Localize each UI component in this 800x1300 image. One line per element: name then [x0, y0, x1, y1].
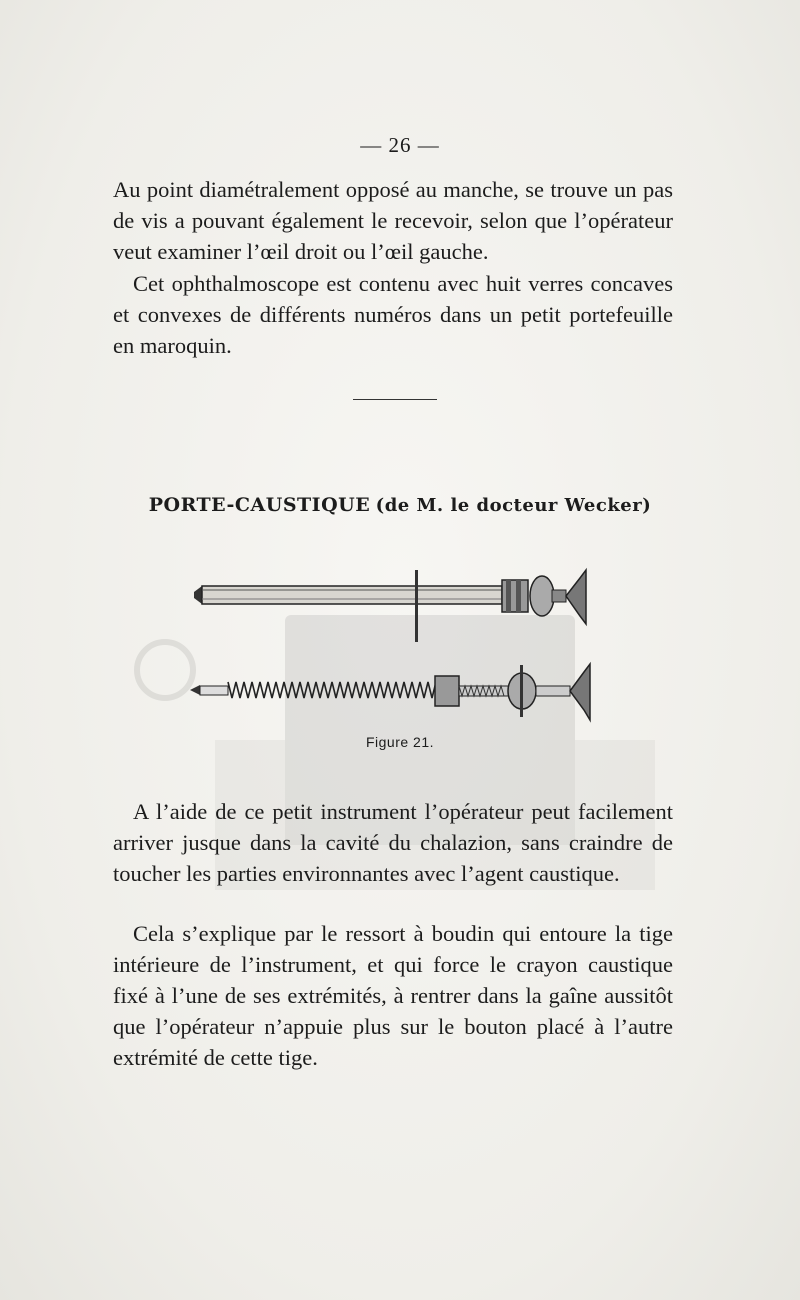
paragraph-text: Cela s’explique par le ressort à boudin qui entoure la tige intérieure de l’instrument, et qui force le crayon caustique fixé à l’une de ses extrémités, à rentrer dans la gaîne aussitôt que l’opérateur n’appuie plus sur le bouton placé à l’autre extrémité de cette tige. — [113, 921, 673, 1070]
paragraph-text: Au point diamétralement opposé au manche, se trouve un pas de vis a pouvant également le recevoir, selon que l’opérateur veut examiner l’œil droit ou l’œil gauche. — [113, 177, 673, 264]
paragraph-instrument-use — [113, 796, 673, 889]
instrument-upper-icon — [194, 570, 586, 642]
section-divider — [353, 399, 437, 400]
page-number: — 26 — — [360, 133, 440, 157]
paragraph-text: A l’aide de ce petit instrument l’opérateur peut facilement arriver jusque dans la cavité du chalazion, sans craindre de toucher les parties environnantes avec l’agent caustique. — [113, 799, 673, 886]
section-heading — [0, 494, 800, 517]
paragraph-text: Cet ophthalmoscope est contenu avec huit verres concaves et convexes de différents numéros dans un petit portefeuille en maroquin. — [113, 271, 673, 358]
paragraph-ophthalmoscope-case — [113, 268, 673, 361]
section-title: PORTE-CAUSTIQUE — [148, 494, 371, 516]
porte-caustique-illustration — [180, 560, 600, 730]
figure-caption: Figure 21. — [365, 734, 435, 750]
instrument-lower-icon — [190, 664, 590, 720]
section-subtitle: (de M. le docteur Wecker) — [375, 495, 652, 516]
paragraph-spring-explanation — [113, 918, 673, 1073]
paragraph-ophthalmoscope-handle — [113, 174, 673, 267]
